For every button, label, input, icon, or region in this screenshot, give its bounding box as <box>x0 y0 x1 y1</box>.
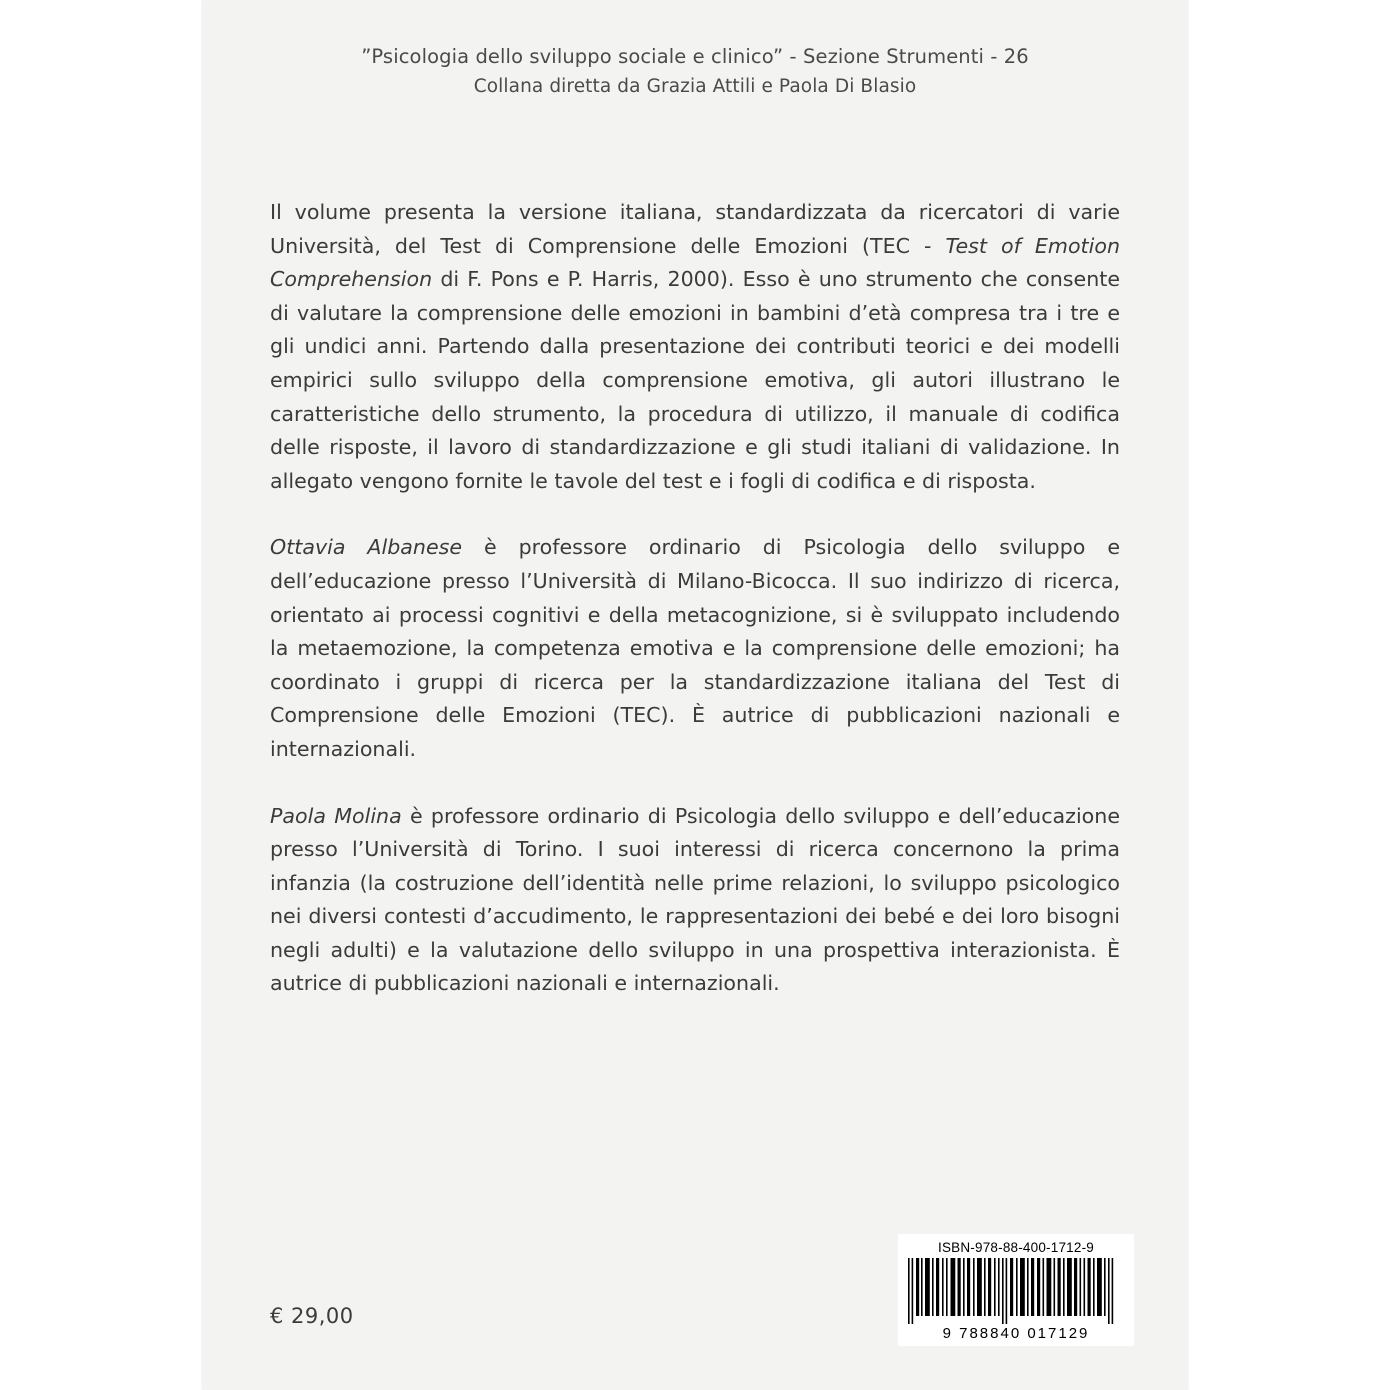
barcode-image <box>906 1258 1126 1324</box>
blurb-paragraph <box>270 196 1120 498</box>
author-bio-albanese <box>270 531 1120 766</box>
series-title: ”Psicologia dello sviluppo sociale e clinico” - Sezione Strumenti - 26 <box>361 45 1029 68</box>
author-name-albanese: Ottavia Albanese <box>270 535 463 560</box>
series-header <box>202 42 1188 102</box>
blurb-text-part1: Il volume presenta la versione italiana, standardizzata da ricercatori di varie Università, del Test di Comprensione delle Emozioni (TEC - <box>270 200 1120 258</box>
author-bio-molina-text: è professore ordinario di Psicologia dello sviluppo e dell’educazione presso l’Università di Torino. I suoi interessi di ricerca concernono la prima infanzia (la costruzione dell’identità nelle prime relazioni, lo sviluppo psicologico nei diversi contesti d’accudimento, le rappresentazioni dei bebé e dei loro bisogni negli adulti) e la valutazione dello sviluppo in una prospettiva interazionista. È autrice di pubblicazioni nazionali e internazionali. <box>270 803 1120 996</box>
series-editors: Collana diretta da Grazia Attili e Paola Di Blasio <box>473 76 917 97</box>
price-label: € 29,00 <box>270 1304 354 1328</box>
author-bio-molina <box>270 800 1120 1002</box>
cover-content <box>202 0 1188 1390</box>
blurb-italic-title: Test of Emotion Comprehension <box>270 233 1120 292</box>
author-bio-albanese-text: è professore ordinario di Psicologia dello sviluppo e dell’educazione presso l’Università di Milano-Bicocca. Il suo indirizzo di ricerca, orientato ai processi cognitivi e della metacognizione, si è sviluppato includendo la metaemozione, la competenza emotiva e la comprensione delle emozioni; ha coordinato i gruppi di ricerca per la standardizzazione italiana del Test di Comprensione delle Emozioni (TEC). È autrice di pubblicazioni nazionali e internazionali. <box>270 535 1120 761</box>
isbn-label: ISBN-978-88-400-1712-9 <box>938 1240 1094 1255</box>
author-name-molina: Paola Molina <box>270 803 402 828</box>
book-back-cover <box>202 0 1188 1390</box>
blurb-text-part2: di F. Pons e P. Harris, 2000). Esso è uno strumento che consente di valutare la comprensione delle emozioni in bambini d’età compresa tra i tre e gli undici anni. Partendo dalla presentazione dei contributi teorici e dei modelli empirici sullo sviluppo della comprensione emotiva, gli autori illustrano le caratteristiche dello strumento, la procedura di utilizzo, il manuale di codifica delle risposte, il lavoro di standardizzazione e gli studi italiani di validazione. In allegato vengono fornite le tavole del test e i fogli di codifica e di risposta. <box>270 267 1120 493</box>
barcode-digits: 9 788840 017129 <box>942 1325 1090 1342</box>
barcode-block <box>898 1234 1134 1346</box>
cover-text-block <box>270 196 1120 1001</box>
